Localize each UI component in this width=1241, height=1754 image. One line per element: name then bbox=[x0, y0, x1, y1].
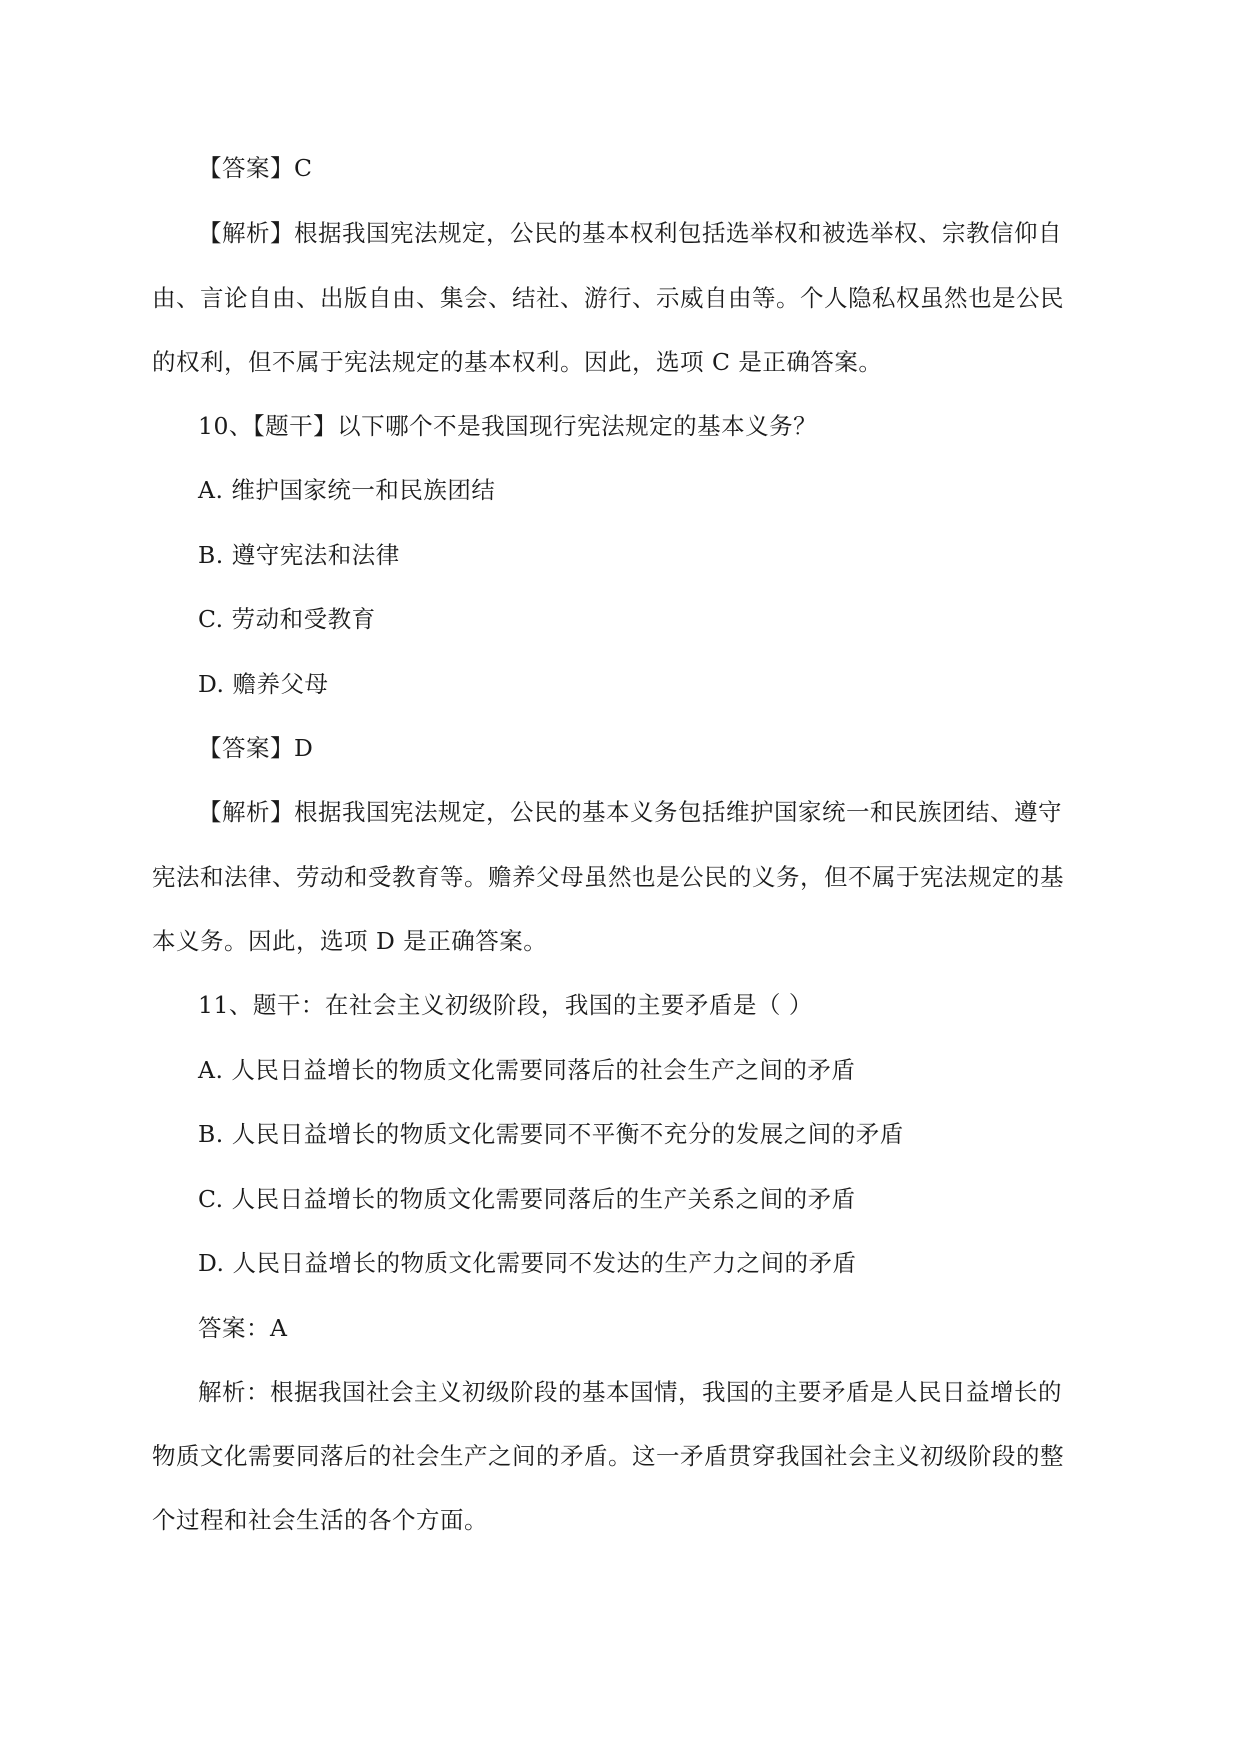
q10-analysis-line-2: 宪法和法律、劳动和受教育等。赡养父母虽然也是公民的义务，但不属于宪法规定的基 bbox=[152, 863, 1064, 891]
q10-option-c: C. 劳动和受教育 bbox=[198, 605, 376, 633]
q11-analysis-line-2: 物质文化需要同落后的社会生产之间的矛盾。这一矛盾贯穿我国社会主义初级阶段的整 bbox=[152, 1442, 1064, 1470]
q9-answer: 【答案】C bbox=[198, 154, 313, 182]
q9-analysis-line-1: 【解析】根据我国宪法规定，公民的基本权利包括选举权和被选举权、宗教信仰自 bbox=[198, 219, 1062, 247]
q11-stem: 11、题干：在社会主义初级阶段，我国的主要矛盾是（ ） bbox=[198, 991, 813, 1019]
q10-answer: 【答案】D bbox=[198, 734, 314, 762]
q10-analysis-line-1: 【解析】根据我国宪法规定，公民的基本义务包括维护国家统一和民族团结、遵守 bbox=[198, 798, 1062, 826]
q11-option-a: A. 人民日益增长的物质文化需要同落后的社会生产之间的矛盾 bbox=[198, 1056, 856, 1084]
q11-option-d: D. 人民日益增长的物质文化需要同不发达的生产力之间的矛盾 bbox=[198, 1249, 857, 1277]
q10-option-a: A. 维护国家统一和民族团结 bbox=[198, 476, 496, 504]
q10-option-b: B. 遵守宪法和法律 bbox=[198, 541, 400, 569]
q11-option-c: C. 人民日益增长的物质文化需要同落后的生产关系之间的矛盾 bbox=[198, 1185, 856, 1213]
q10-stem: 10、【题干】以下哪个不是我国现行宪法规定的基本义务？ bbox=[198, 412, 818, 440]
q11-analysis-line-3: 个过程和社会生活的各个方面。 bbox=[152, 1506, 488, 1534]
q9-analysis-line-2: 由、言论自由、出版自由、集会、结社、游行、示威自由等。个人隐私权虽然也是公民 bbox=[152, 284, 1064, 312]
q10-option-d: D. 赡养父母 bbox=[198, 670, 329, 698]
q10-analysis-line-3: 本义务。因此，选项 D 是正确答案。 bbox=[152, 927, 548, 955]
q11-answer: 答案：A bbox=[198, 1314, 288, 1342]
q9-analysis-line-3: 的权利，但不属于宪法规定的基本权利。因此，选项 C 是正确答案。 bbox=[152, 348, 883, 376]
q11-analysis-line-1: 解析：根据我国社会主义初级阶段的基本国情，我国的主要矛盾是人民日益增长的 bbox=[198, 1378, 1062, 1406]
q11-option-b: B. 人民日益增长的物质文化需要同不平衡不充分的发展之间的矛盾 bbox=[198, 1120, 904, 1148]
